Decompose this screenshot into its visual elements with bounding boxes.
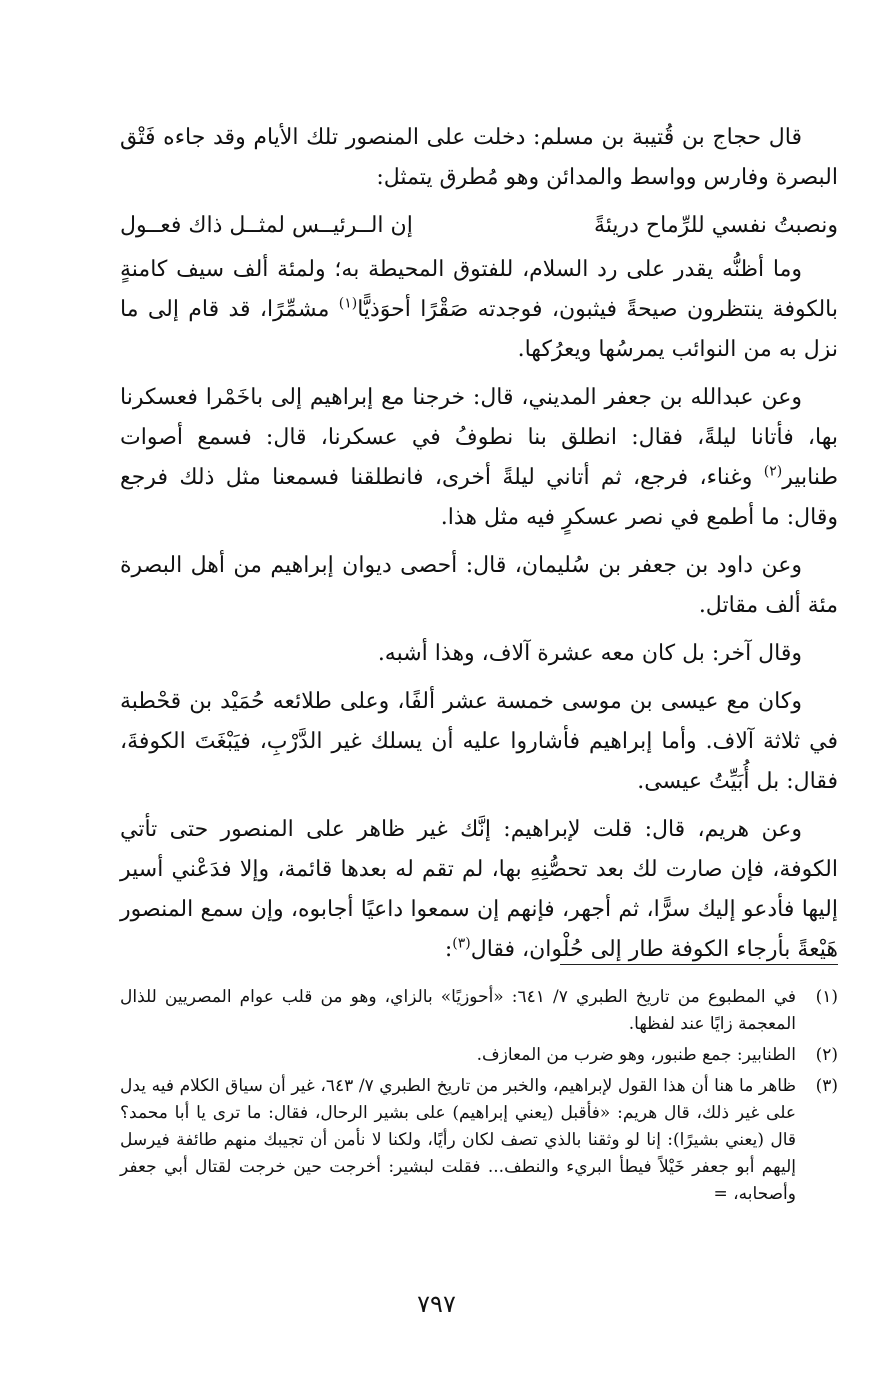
footnote-marker-2[interactable]: (٢) bbox=[763, 463, 783, 480]
footnote-3-number: (٣) bbox=[815, 1076, 838, 1096]
footnote-1-number: (١) bbox=[815, 987, 838, 1007]
paragraph-2-text-b: مشمِّرًا، قد قام إلى ما نزل به من النوائب يمرسُها ويعرُكها. bbox=[120, 297, 838, 362]
paragraph-7-text-b: : bbox=[444, 937, 453, 962]
footnote-separator bbox=[560, 964, 838, 965]
paragraph-1-text: قال حجاج بن قُتيبة بن مسلم: دخلت على المنصور تلك الأيام وقد جاءه فَتْق البصرة وفارس وواسط والمدائن وهو مُطرق يتمثل: bbox=[120, 125, 838, 190]
verse-line bbox=[120, 206, 838, 246]
footnote-3-text: ظاهر ما هنا أن هذا القول لإبراهيم، والخبر من تاريخ الطبري ٧/ ٦٤٣، غير أن سياق الكلام فيه يدل على غير ذلك، قال هريم: «فأقبل (يعني إبراهيم) على بشير الرحال، فقال: ما ترى يا أبا محمد؟ قال (يعني بشيرًا): إنا لو وثقنا بالذي تصف لكان رأيًا، ولكنا لا نأمن أن تجيبك منهم طائفة فيرسل إليهم أبو جعفر خَيْلاً فيطأ البريء والنطف... فقلت لبشير: أخرجت حين خرجت لقتال أبي جعفر وأصحابه، = bbox=[120, 1076, 797, 1204]
footnote-1 bbox=[120, 984, 838, 1038]
paragraph-5 bbox=[120, 634, 838, 674]
paragraph-2 bbox=[120, 250, 838, 370]
footnote-marker-1[interactable]: (١) bbox=[338, 295, 358, 312]
paragraph-7-text-a: وعن هريم، قال: قلت لإبراهيم: إنَّك غير ظاهر على المنصور حتى تأتي الكوفة، فإن صارت لك بعد تحصُّنِهِ بها، لم تقم له بعدها قائمة، وإلا فدَعْني أسير إليها فأدعو إليك سرًّا، ثم أجهر، فإنهم إن سمعوا داعيًا أجابوه، وإن سمع المنصور هَيْعةً بأرجاء الكوفة طار إلى حُلْوان، فقال bbox=[120, 817, 838, 962]
paragraph-2-text-a: وما أظنُّه يقدر على رد السلام، للفتوق المحيطة به؛ ولمئة ألف سيف كامنةٍ بالكوفة ينتظرون صيحةً فيثبون، فوجدته صَقْرًا أحوَذيًّا bbox=[120, 257, 839, 322]
footnote-3 bbox=[120, 1073, 838, 1208]
footnote-2 bbox=[120, 1042, 838, 1069]
page-number: ٧٩٧ bbox=[417, 1290, 456, 1318]
paragraph-4 bbox=[120, 546, 838, 626]
footnote-2-number: (٢) bbox=[815, 1045, 838, 1065]
footnote-marker-3[interactable]: (٣) bbox=[452, 935, 471, 952]
paragraph-5-text: وقال آخر: بل كان معه عشرة آلاف، وهذا أشبه. bbox=[377, 641, 802, 666]
main-text-body bbox=[120, 118, 838, 978]
paragraph-4-text: وعن داود بن جعفر بن سُليمان، قال: أحصى ديوان إبراهيم من أهل البصرة مئة ألف مقاتل. bbox=[120, 553, 838, 618]
paragraph-7 bbox=[120, 810, 838, 970]
footnote-2-text: الطنابير: جمع طنبور، وهو ضرب من المعازف. bbox=[476, 1045, 796, 1065]
paragraph-3 bbox=[120, 378, 838, 538]
paragraph-1 bbox=[120, 118, 838, 198]
paragraph-6 bbox=[120, 682, 838, 802]
verse-first-hemistich: ونصبتُ نفسي للرِّماح دريئةً bbox=[593, 213, 838, 238]
paragraph-3-text-b: وغناء، فرجع، ثم أتاني ليلةً أخرى، فانطلقنا فسمعنا مثل ذلك فرجع وقال: ما أطمع في نصر عسكرٍ فيه مثل هذا. bbox=[120, 465, 838, 530]
footnote-1-text: في المطبوع من تاريخ الطبري ٧/ ٦٤١: «أحوزيًا» بالزاي، وهو من قلب عوام المصريين للذال المعجمة زايًا عند لفظها. bbox=[120, 987, 796, 1034]
paragraph-3-text-a: وعن عبدالله بن جعفر المديني، قال: خرجنا مع إبراهيم إلى باخَمْرا فعسكرنا بها، فأتانا ليلةً، فقال: انطلق بنا نطوفُ في عسكرنا، قال: فسمع أصوات طنابير bbox=[120, 385, 839, 490]
paragraph-6-text: وكان مع عيسى بن موسى خمسة عشر ألفًا، وعلى طلائعه حُمَيْد بن قحْطبة في ثلاثة آلاف. وأما إبراهيم فأشاروا عليه أن يسلك غير الدَّرْبِ، فيَبْغَتَ الكوفةَ، فقال: بل أُبَيِّتُ عيسى. bbox=[120, 689, 838, 794]
verse-second-hemistich: إن الــرئيــس لمثــل ذاك فعــول bbox=[120, 213, 413, 238]
footnotes-section bbox=[120, 984, 838, 1212]
